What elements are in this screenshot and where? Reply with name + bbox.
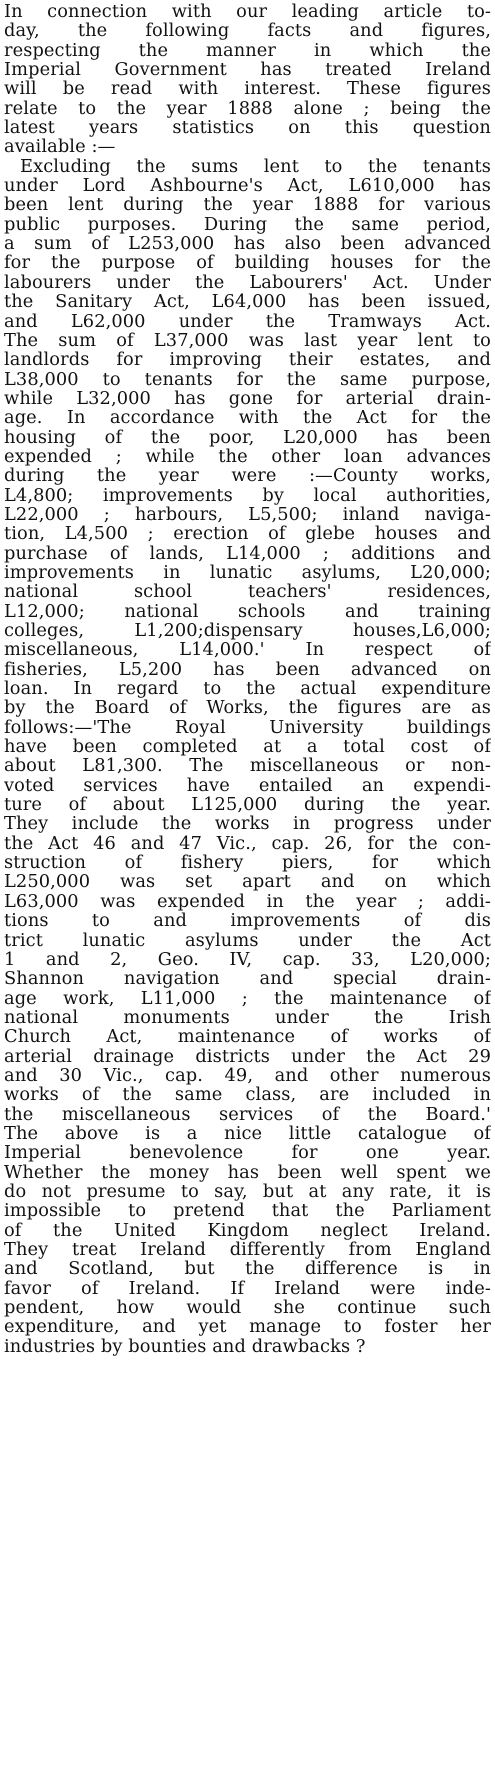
text-line: day, the following facts and figures, <box>4 21 491 41</box>
text-line: Church Act, maintenance of works of <box>4 1027 491 1047</box>
text-line: L22,000 ; harbours, L5,500; inland naviga- <box>4 504 491 525</box>
text-line: favor of Ireland. If Ireland were inde- <box>4 1278 491 1299</box>
text-line: and 30 Vic., cap. 49, and other numerous <box>4 1065 491 1086</box>
text-line: They include the works in progress under <box>4 814 491 834</box>
text-line: expended ; while the other loan advances <box>4 446 491 467</box>
text-line: The sum of L37,000 was last year lent to <box>4 330 491 351</box>
text-line: tions to and improvements of dis <box>4 911 491 931</box>
text-line: They treat Ireland differently from England <box>4 1240 491 1260</box>
text-line: while L32,000 has gone for arterial drain- <box>4 388 491 409</box>
text-line: follows:—'The Royal University buildings <box>4 717 491 738</box>
text-line: expenditure, and yet manage to foster her <box>4 1317 491 1337</box>
text-line: age work, L11,000 ; the maintenance of <box>4 988 491 1008</box>
text-line: purchase of lands, L14,000 ; additions and <box>4 543 491 563</box>
text-line: national school teachers' residences, <box>4 582 491 602</box>
text-line: age. In accordance with the Act for the <box>4 408 491 428</box>
text-line: L12,000; national schools and training <box>4 601 491 621</box>
text-line: about L81,300. The miscellaneous or non- <box>4 756 491 776</box>
text-line: improvements in lunatic asylums, L20,000; <box>4 562 491 583</box>
text-line: voted services have entailed an expendi- <box>4 775 491 796</box>
text-line: available :— <box>4 137 116 157</box>
paragraph-2 <box>4 157 491 1356</box>
text-line: under Lord Ashbourne's Act, L610,000 has <box>4 176 491 196</box>
text-line: ture of about L125,000 during the year. <box>4 795 491 815</box>
text-line: miscellaneous, L14,000.' In respect of <box>4 640 491 660</box>
text-line: In connection with our leading article to- <box>4 2 491 22</box>
text-line: respecting the manner in which the <box>4 40 491 61</box>
text-line: a sum of L253,000 has also been advanced <box>4 234 491 254</box>
text-line: labourers under the Labourers' Act. Under <box>4 272 491 293</box>
text-line: The above is a nice little catalogue of <box>4 1123 491 1144</box>
text-line: L4,800; improvements by local authorities, <box>4 485 491 505</box>
text-line: works of the same class, are included in <box>4 1085 491 1105</box>
text-line: loan. In regard to the actual expenditure <box>4 679 491 699</box>
text-line: have been completed at a total cost of <box>4 737 491 757</box>
text-line: of the United Kingdom neglect Ireland. <box>4 1220 491 1240</box>
text-line: tion, L4,500 ; erection of glebe houses and <box>4 524 491 544</box>
text-line: L63,000 was expended in the year ; addi- <box>4 891 491 912</box>
text-line: Shannon navigation and special drain- <box>4 969 491 989</box>
text-line: relate to the year 1888 alone ; being the <box>4 98 491 119</box>
text-line: fisheries, L5,200 has been advanced on <box>4 659 491 680</box>
text-line: Imperial benevolence for one year. <box>4 1143 491 1163</box>
text-line: the Sanitary Act, L64,000 has been issued, <box>4 292 491 312</box>
text-line: do not presume to say, but at any rate, it is <box>4 1181 491 1202</box>
text-line: during the year were :—County works, <box>4 466 491 486</box>
text-line: national monuments under the Irish <box>4 1007 491 1028</box>
text-line: struction of fishery piers, for which <box>4 853 491 873</box>
text-line: Whether the money has been well spent we <box>4 1162 491 1182</box>
text-line: and L62,000 under the Tramways Act. <box>4 311 491 331</box>
text-line: 1 and 2, Geo. IV, cap. 33, L20,000; <box>4 949 491 970</box>
text-line: Excluding the sums lent to the tenants <box>20 156 491 177</box>
text-line: trict lunatic asylums under the Act <box>4 930 491 950</box>
paragraph-1 <box>4 2 491 157</box>
text-line: will be read with interest. These figures <box>4 79 491 99</box>
text-line: landlords for improving their estates, and <box>4 350 491 370</box>
text-line: pendent, how would she continue such <box>4 1298 491 1318</box>
text-line: the Act 46 and 47 Vic., cap. 26, for the con- <box>4 833 491 854</box>
text-line: by the Board of Works, the figures are as <box>4 698 491 718</box>
text-line: the miscellaneous services of the Board.' <box>4 1104 491 1124</box>
text-line: impossible to pretend that the Parliament <box>4 1201 491 1221</box>
text-line: been lent during the year 1888 for various <box>4 195 491 215</box>
text-line: industries by bounties and drawbacks ? <box>4 1336 366 1357</box>
text-line: L250,000 was set apart and on which <box>4 872 491 892</box>
text-line: public purposes. During the same period, <box>4 214 491 235</box>
text-line: Imperial Government has treated Ireland <box>4 60 491 80</box>
text-line: for the purpose of building houses for the <box>4 253 491 273</box>
text-line: housing of the poor, L20,000 has been <box>4 427 491 447</box>
text-line: arterial drainage districts under the Act 29 <box>4 1046 491 1066</box>
text-line: and Scotland, but the difference is in <box>4 1259 491 1279</box>
text-line: colleges, L1,200;dispensary houses,L6,000; <box>4 621 491 641</box>
text-line: L38,000 to tenants for the same purpose, <box>4 369 491 389</box>
text-line: latest years statistics on this question <box>4 118 491 138</box>
